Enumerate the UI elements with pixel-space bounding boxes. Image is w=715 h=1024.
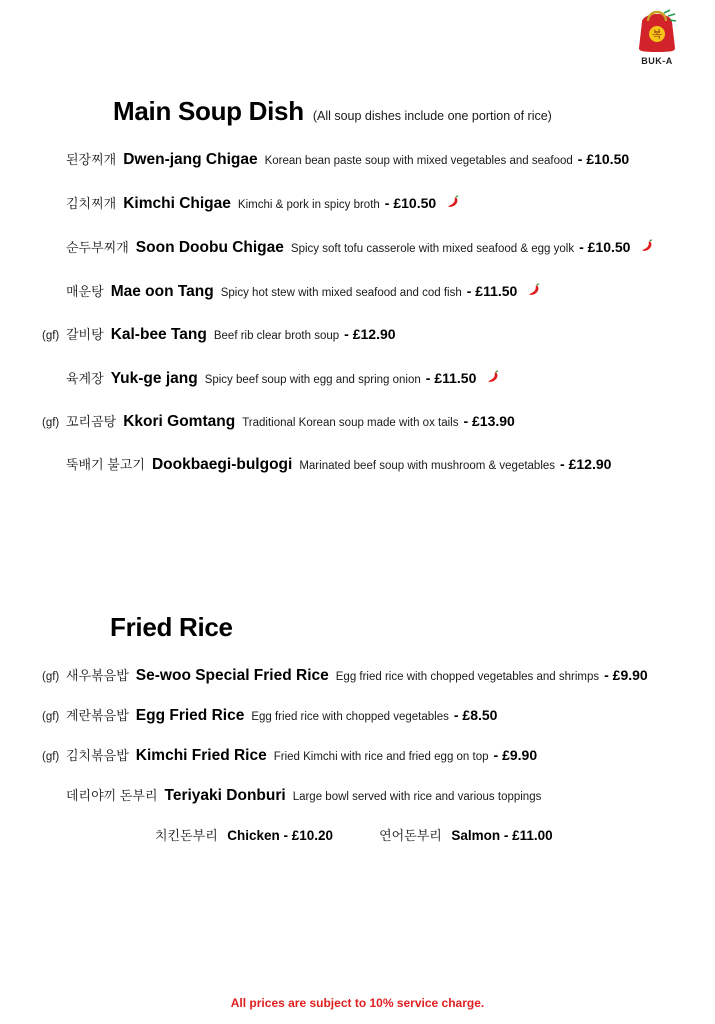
- item-option: [379, 825, 553, 845]
- chili-pepper-icon: [639, 238, 655, 259]
- item-name: Soon Doobu Chigae: [135, 239, 284, 256]
- menu-item: [0, 280, 715, 301]
- item-option: [155, 825, 333, 845]
- section-main-soup-dish: [0, 96, 715, 497]
- item-price: - £12.90: [344, 326, 396, 342]
- chili-pepper-icon: [445, 194, 461, 215]
- menu-item: [0, 411, 715, 431]
- option-name-korean: 치킨돈부리: [155, 828, 218, 843]
- section-heading: [0, 612, 715, 643]
- item-price: - £9.90: [604, 667, 648, 683]
- item-name-korean: 꼬리곰탕: [66, 414, 117, 429]
- item-price: - £12.90: [560, 456, 612, 472]
- item-description: Kimchi & pork in spicy broth: [237, 199, 380, 211]
- item-name-korean: 새우볶음밥: [66, 668, 129, 683]
- gluten-free-tag: (gf): [42, 751, 60, 763]
- item-price: - £10.50: [577, 151, 630, 167]
- item-description: Egg fried rice with chopped vegetables: [251, 711, 449, 723]
- menu-item: [0, 236, 715, 257]
- option-name-price: Chicken - £10.20: [227, 828, 334, 843]
- option-name-price: Salmon - £11.00: [451, 828, 553, 843]
- item-description: Spicy hot stew with mixed seafood and cod fish: [220, 287, 462, 299]
- item-description: Spicy soft tofu casserole with mixed seafood & egg yolk: [290, 243, 575, 255]
- item-description: Marinated beef soup with mushroom & vegetables: [299, 460, 556, 472]
- item-name-korean: 갈비탕: [66, 327, 104, 342]
- gluten-free-tag: (gf): [42, 711, 60, 723]
- option-name-korean: 연어돈부리: [379, 828, 442, 843]
- gluten-free-tag: (gf): [42, 330, 60, 342]
- item-name: Kal-bee Tang: [110, 326, 207, 343]
- item-description: Egg fried rice with chopped vegetables and shrimps: [335, 671, 600, 683]
- item-name: Mae oon Tang: [110, 283, 214, 300]
- item-name: Dookbaegi-bulgogi: [151, 456, 293, 473]
- item-price: - £9.90: [493, 747, 538, 763]
- section-heading: [0, 96, 715, 127]
- item-name-korean: 된장찌개: [66, 152, 117, 167]
- item-name: Yuk-ge jang: [110, 370, 198, 387]
- menu-item: [0, 454, 715, 474]
- item-price: - £11.50: [425, 370, 477, 386]
- menu-item: [0, 745, 715, 765]
- menu-list: [0, 149, 715, 474]
- svg-text:복: 복: [652, 30, 662, 41]
- menu-item: [0, 367, 715, 388]
- brand-caption: BUK-A: [641, 56, 673, 66]
- section-title: Fried Rice: [110, 612, 233, 642]
- item-description: Spicy beef soup with egg and spring onion: [204, 374, 421, 386]
- menu-item: [0, 665, 715, 685]
- section-title: Main Soup Dish: [113, 96, 304, 126]
- gluten-free-tag: (gf): [42, 417, 60, 429]
- item-price: - £10.50: [579, 239, 631, 255]
- item-name-korean: 육계장: [66, 371, 104, 386]
- item-description: Large bowl served with rice and various toppings: [292, 791, 542, 803]
- item-name-korean: 뚝배기 불고기: [66, 457, 145, 472]
- item-description: Korean bean paste soup with mixed vegetables and seafood: [264, 155, 573, 167]
- bag-logo-icon: [634, 8, 680, 54]
- item-name: Kimchi Chigae: [123, 195, 231, 212]
- gluten-free-tag: (gf): [42, 671, 60, 683]
- item-name-korean: 매운탕: [66, 284, 104, 299]
- item-name: Teriyaki Donburi: [164, 787, 286, 804]
- item-name: Se-woo Special Fried Rice: [135, 667, 329, 684]
- chili-pepper-icon: [526, 282, 542, 303]
- menu-item: [0, 149, 715, 169]
- menu-item: [0, 324, 715, 344]
- item-name: Dwen-jang Chigae: [123, 151, 258, 168]
- item-price: - £8.50: [453, 707, 498, 723]
- item-name: Egg Fried Rice: [135, 707, 245, 724]
- item-name-korean: 계란볶음밥: [66, 708, 129, 723]
- item-name-korean: 김치찌개: [66, 196, 117, 211]
- item-price: - £11.50: [466, 283, 518, 299]
- item-name: Kimchi Fried Rice: [135, 747, 267, 764]
- item-price: - £10.50: [384, 195, 437, 211]
- item-description: Traditional Korean soup made with ox tails: [242, 417, 459, 429]
- item-name-korean: 데리야끼 돈부리: [66, 788, 158, 803]
- chili-pepper-icon: [485, 369, 501, 390]
- menu-item: [0, 192, 715, 213]
- item-options: [0, 825, 715, 845]
- item-description: Beef rib clear broth soup: [213, 330, 340, 342]
- service-charge-note: All prices are subject to 10% service charge.: [230, 996, 485, 1010]
- item-name: Kkori Gomtang: [123, 413, 236, 430]
- brand-logo: [621, 8, 693, 66]
- item-price: - £13.90: [463, 413, 515, 429]
- section-note: (All soup dishes include one portion of rice): [312, 109, 552, 123]
- menu-item: [0, 785, 715, 805]
- item-name-korean: 순두부찌개: [66, 240, 129, 255]
- item-name-korean: 김치볶음밥: [66, 748, 129, 763]
- item-description: Fried Kimchi with rice and fried egg on top: [273, 751, 489, 763]
- menu-list: [0, 665, 715, 845]
- menu-item: [0, 705, 715, 725]
- section-fried-rice: [0, 612, 715, 845]
